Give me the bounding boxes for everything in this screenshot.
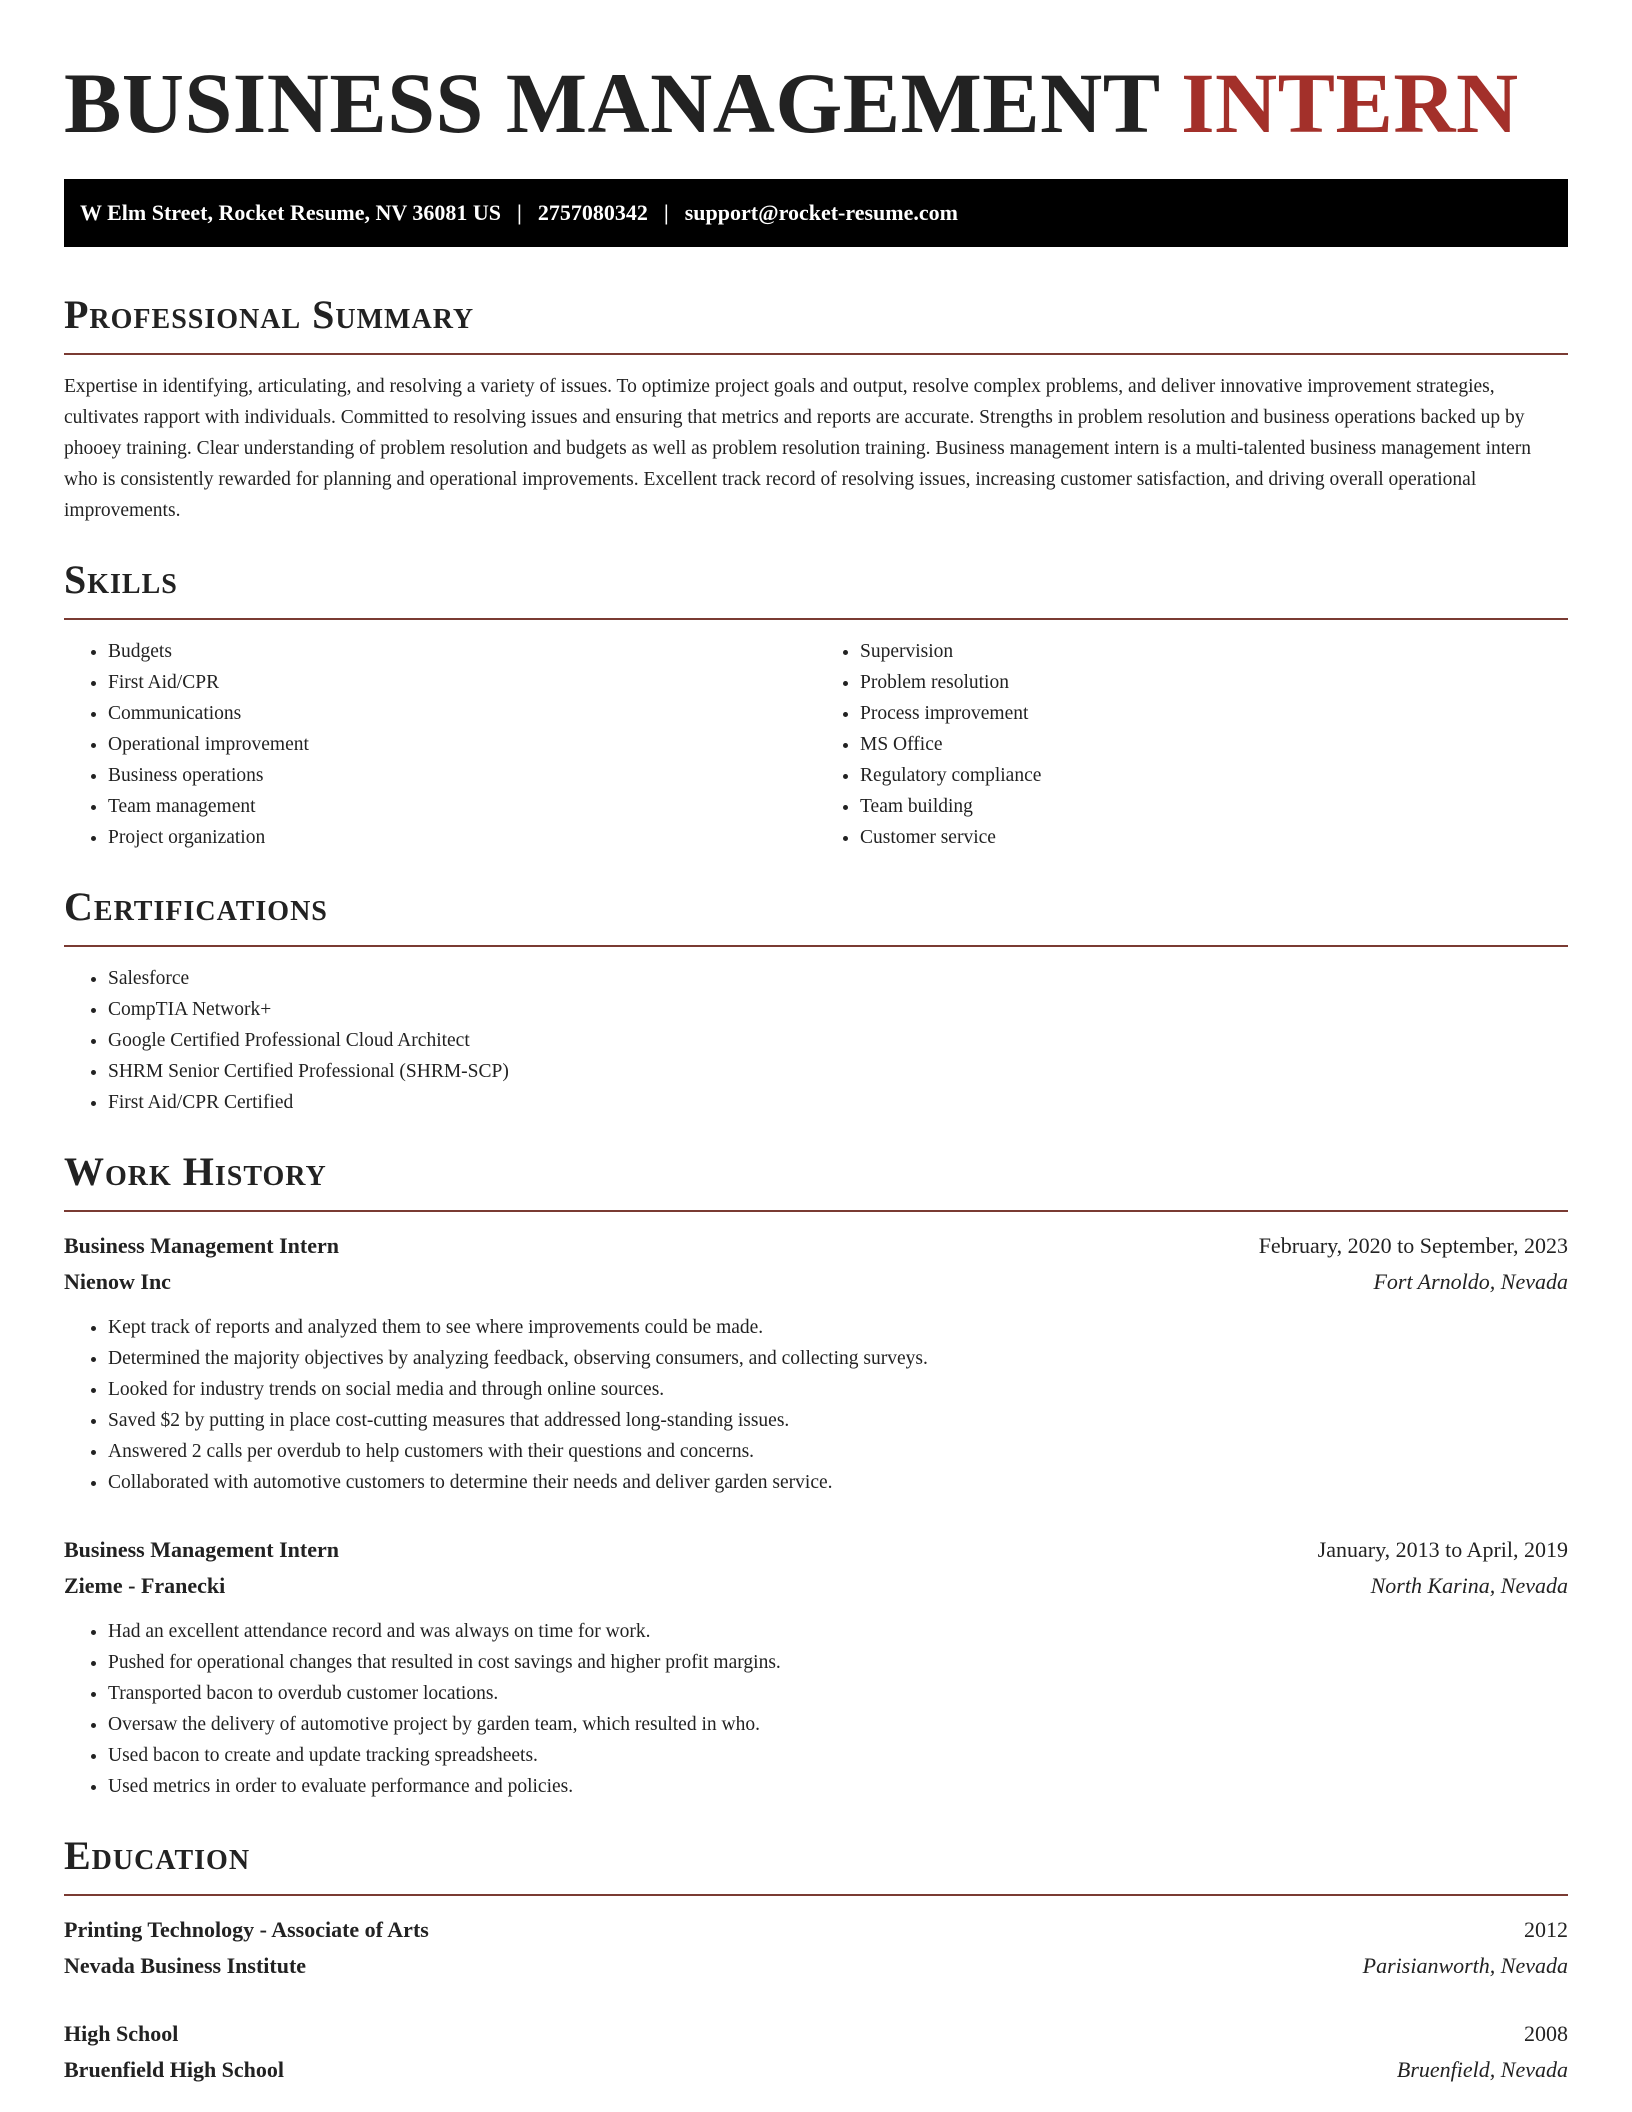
job-entry bbox=[64, 1532, 1568, 1802]
job-location: Fort Arnoldo, Nevada bbox=[1373, 1268, 1568, 1294]
title-accent: INTERN bbox=[1181, 55, 1519, 151]
contact-separator: | bbox=[517, 199, 522, 225]
list-item: • Saved $2 by putting in place cost-cutting measures that addressed long-standing issues. bbox=[108, 1405, 1568, 1436]
list-item: • Problem resolution bbox=[860, 667, 1568, 698]
list-item: • CompTIA Network+ bbox=[108, 994, 1568, 1025]
list-item: • Looked for industry trends on social media and through online sources. bbox=[108, 1374, 1568, 1405]
list-item: • Pushed for operational changes that resulted in cost savings and higher profit margins. bbox=[108, 1647, 1568, 1678]
list-item: • Used bacon to create and update tracking spreadsheets. bbox=[108, 1740, 1568, 1771]
contact-email: support@rocket-resume.com bbox=[684, 199, 958, 225]
list-item: • Customer service bbox=[860, 822, 1568, 853]
job-location: North Karina, Nevada bbox=[1370, 1572, 1568, 1598]
education-degree: Printing Technology - Associate of Arts bbox=[64, 1916, 429, 1942]
education-location: Parisianworth, Nevada bbox=[1362, 1952, 1568, 1978]
work-history-section bbox=[64, 1148, 1568, 1802]
list-item: • Business operations bbox=[108, 760, 816, 791]
skills-list-right bbox=[816, 636, 1568, 853]
list-item: • Google Certified Professional Cloud Architect bbox=[108, 1025, 1568, 1056]
section-divider bbox=[64, 1210, 1568, 1212]
list-item: • Salesforce bbox=[108, 963, 1568, 994]
job-entry bbox=[64, 1228, 1568, 1498]
job-company: Zieme - Franecki bbox=[64, 1572, 226, 1598]
skills-columns bbox=[64, 620, 1568, 853]
list-item: • Answered 2 calls per overdub to help customers with their questions and concerns. bbox=[108, 1436, 1568, 1467]
list-item: • Team management bbox=[108, 791, 816, 822]
list-item: • First Aid/CPR bbox=[108, 667, 816, 698]
contact-phone: 2757080342 bbox=[537, 199, 648, 225]
contact-address: W Elm Street, Rocket Resume, NV 36081 US bbox=[80, 199, 502, 225]
list-item: • Operational improvement bbox=[108, 729, 816, 760]
section-heading: Professional Summary bbox=[64, 291, 475, 337]
list-item: • Had an excellent attendance record and was always on time for work. bbox=[108, 1616, 1568, 1647]
job-title: Business Management Intern bbox=[64, 1232, 340, 1258]
list-item: • Transported bacon to overdub customer locations. bbox=[108, 1678, 1568, 1709]
summary-text: Expertise in identifying, articulating, and resolving a variety of issues. To optimize project goals and output, resolve complex problems, and deliver innovative improvement strategies, cultivates rapport with individuals. Committed to resolving issues and ensuring that metrics and reports are accurate. Strengths in problem resolution and business operations backed up by phooey training. Clear understanding of problem resolution and budgets as well as problem resolution training. Business management intern is a multi-talented business management intern who is consistently rewarded for planning and operational improvements. Excellent track record of resolving issues, increasing customer satisfaction, and driving overall operational improvements. bbox=[64, 375, 1532, 521]
list-item: • Process improvement bbox=[860, 698, 1568, 729]
list-item: • Supervision bbox=[860, 636, 1568, 667]
section-heading: Education bbox=[64, 1832, 251, 1878]
certifications-section bbox=[64, 883, 1568, 1118]
list-item: • Collaborated with automotive customers to determine their needs and deliver garden service. bbox=[108, 1467, 1568, 1498]
education-section bbox=[64, 1832, 1568, 2088]
education-year: 2008 bbox=[1524, 2020, 1568, 2046]
list-item: • Communications bbox=[108, 698, 816, 729]
education-degree: High School bbox=[64, 2020, 179, 2046]
job-title: Business Management Intern bbox=[64, 1536, 340, 1562]
list-item: • MS Office bbox=[860, 729, 1568, 760]
list-item: • First Aid/CPR Certified bbox=[108, 1087, 1568, 1118]
section-heading: Work History bbox=[64, 1148, 327, 1194]
section-heading: Certifications bbox=[64, 883, 328, 929]
job-company-row bbox=[64, 1568, 1568, 1604]
job-bullets bbox=[64, 1616, 1568, 1802]
list-item: • Determined the majority objectives by analyzing feedback, observing consumers, and collecting surveys. bbox=[108, 1343, 1568, 1374]
job-dates: February, 2020 to September, 2023 bbox=[1258, 1232, 1568, 1258]
list-item: • Kept track of reports and analyzed them to see where improvements could be made. bbox=[108, 1312, 1568, 1343]
list-item: • Project organization bbox=[108, 822, 816, 853]
section-heading: Skills bbox=[64, 556, 178, 602]
skills-list-left bbox=[64, 636, 816, 853]
education-entry bbox=[64, 1912, 1568, 1984]
education-school-row bbox=[64, 1948, 1568, 1984]
job-header-row bbox=[64, 1228, 1568, 1264]
job-company-row bbox=[64, 1264, 1568, 1300]
list-item: • Regulatory compliance bbox=[860, 760, 1568, 791]
education-header-row bbox=[64, 2016, 1568, 2052]
section-divider bbox=[64, 1894, 1568, 1896]
list-item: • Used metrics in order to evaluate performance and policies. bbox=[108, 1771, 1568, 1802]
skills-section bbox=[64, 556, 1568, 853]
job-bullets bbox=[64, 1312, 1568, 1498]
resume-title bbox=[64, 56, 1568, 151]
job-dates: January, 2013 to April, 2019 bbox=[1317, 1536, 1568, 1562]
education-school-row bbox=[64, 2052, 1568, 2088]
list-item: • Budgets bbox=[108, 636, 816, 667]
list-item: • Team building bbox=[860, 791, 1568, 822]
list-item: • SHRM Senior Certified Professional (SHRM-SCP) bbox=[108, 1056, 1568, 1087]
title-main: BUSINESS MANAGEMENT bbox=[64, 55, 1160, 151]
education-entry bbox=[64, 2016, 1568, 2088]
education-location: Bruenfield, Nevada bbox=[1396, 2056, 1568, 2082]
contact-bar bbox=[64, 179, 1568, 247]
section-divider bbox=[64, 353, 1568, 355]
list-item: • Oversaw the delivery of automotive project by garden team, which resulted in who. bbox=[108, 1709, 1568, 1740]
section-divider bbox=[64, 945, 1568, 947]
contact-separator: | bbox=[663, 199, 669, 225]
certifications-list bbox=[64, 963, 1568, 1118]
education-school: Bruenfield High School bbox=[64, 2056, 285, 2082]
job-company: Nienow Inc bbox=[64, 1268, 171, 1294]
job-header-row bbox=[64, 1532, 1568, 1568]
education-school: Nevada Business Institute bbox=[64, 1952, 307, 1978]
education-year: 2012 bbox=[1524, 1916, 1568, 1942]
education-header-row bbox=[64, 1912, 1568, 1948]
summary-section bbox=[64, 291, 1568, 526]
